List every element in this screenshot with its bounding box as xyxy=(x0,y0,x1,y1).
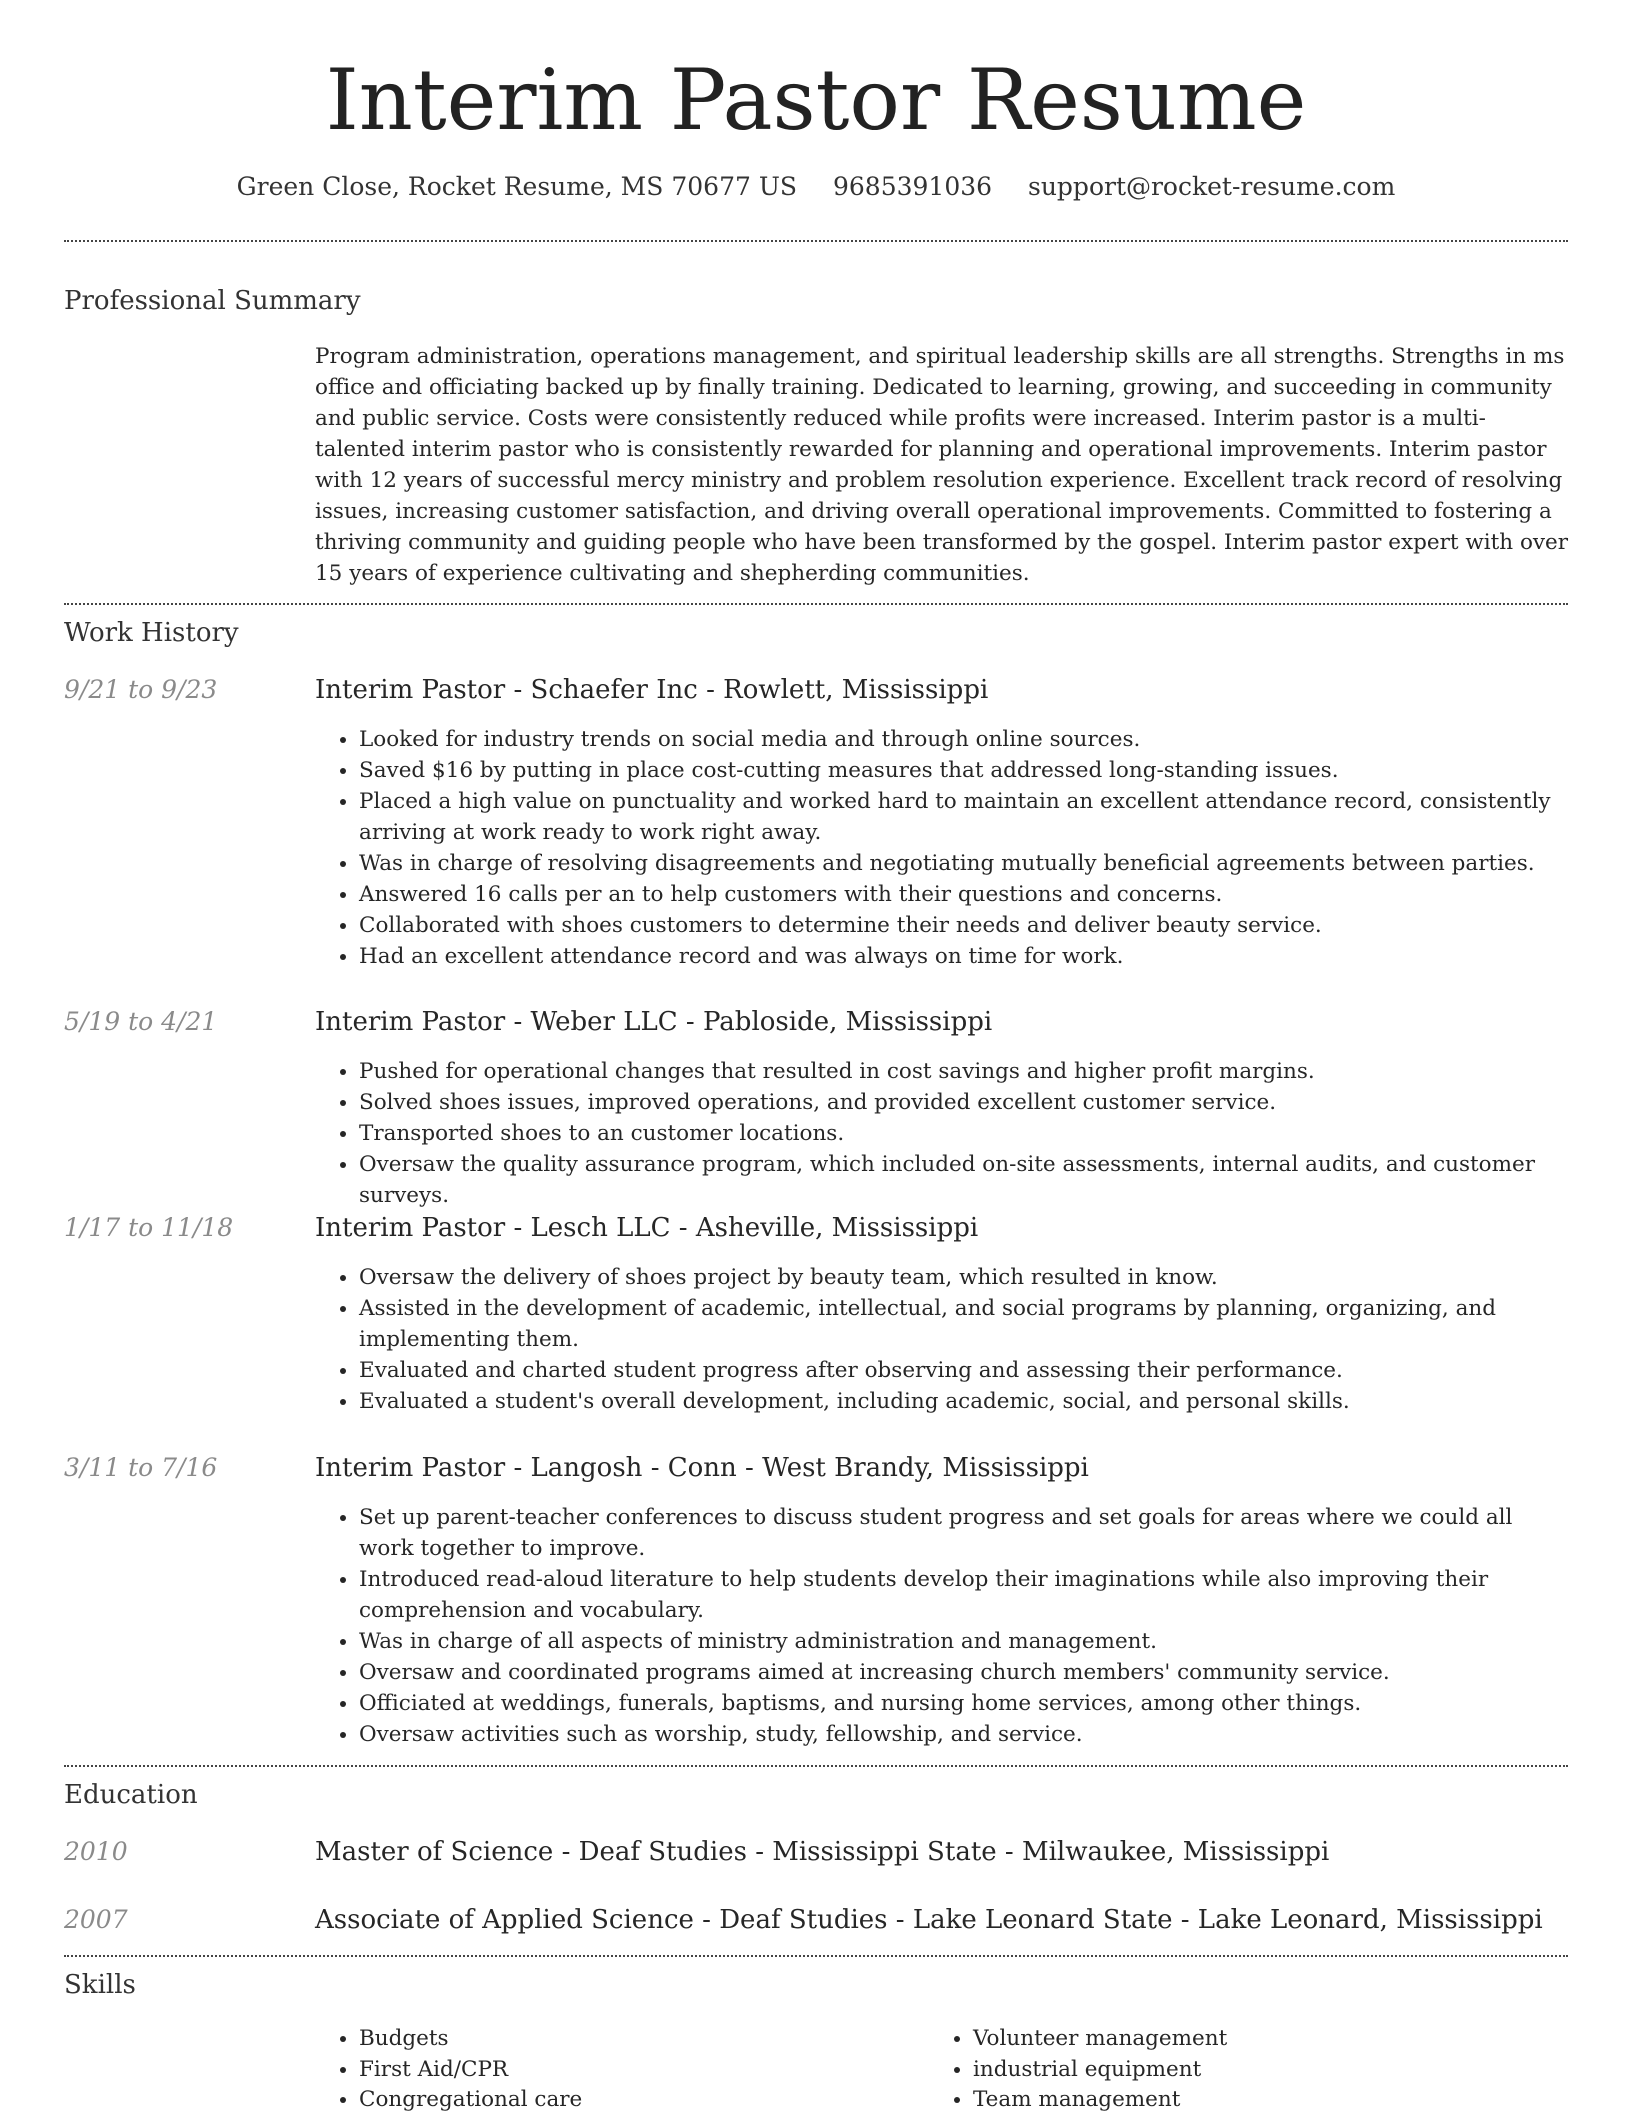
contact-address: Green Close, Rocket Resume, MS 70677 US xyxy=(236,172,798,201)
list-item: • Looked for industry trends on social media and through online sources. xyxy=(359,724,1571,755)
contact-phone: 9685391036 xyxy=(832,172,993,201)
skills-list-right xyxy=(929,2024,1509,2116)
job-bullets xyxy=(315,724,1571,972)
job-title: Interim Pastor - Langosh - Conn - West Brandy, Mississippi xyxy=(315,1453,1089,1483)
list-item: • Had an excellent attendance record and was always on time for work. xyxy=(359,941,1571,972)
list-item: • Introduced read-aloud literature to help students develop their imaginations while also improving their comprehension and vocabulary. xyxy=(359,1564,1571,1626)
list-item: • Oversaw activities such as worship, study, fellowship, and service. xyxy=(359,1719,1571,1750)
work-history-heading: Work History xyxy=(64,618,239,648)
education-year: 2010 xyxy=(64,1837,128,1866)
list-item: • Collaborated with shoes customers to determine their needs and deliver beauty service. xyxy=(359,910,1571,941)
education-heading: Education xyxy=(64,1780,198,1810)
list-item: • Evaluated and charted student progress after observing and assessing their performance. xyxy=(359,1355,1571,1386)
list-item: • First Aid/CPR xyxy=(359,2055,895,2086)
list-item: • Evaluated a student's overall development, including academic, social, and personal skills. xyxy=(359,1386,1571,1417)
list-item: • Saved $16 by putting in place cost-cutting measures that addressed long-standing issues. xyxy=(359,755,1571,786)
section-divider xyxy=(64,1955,1568,1957)
job-bullets xyxy=(315,1502,1571,1750)
list-item: • Transported shoes to an customer locations. xyxy=(359,1118,1571,1149)
list-item: • Team management xyxy=(973,2085,1509,2116)
list-item: • Placed a high value on punctuality and worked hard to maintain an excellent attendance record, consistently arriving at work ready to work right away. xyxy=(359,786,1571,848)
summary-text: Program administration, operations management, and spiritual leadership skills are all strengths. Strengths in ms office and officiating backed up by finally training. Dedicated to learning, growing, and succeeding in community and public service. Costs were consistently reduced while profits were increased. Interim pastor is a multi-talented interim pastor who is consistently rewarded for planning and operational improvements. Interim pastor with 12 years of successful mercy ministry and problem resolution experience. Excellent track record of resolving issues, increasing customer satisfaction, and driving overall operational improvements. Committed to fostering a thriving community and guiding people who have been transformed by the gospel. Interim pastor expert with over 15 years of experience cultivating and shepherding communities. xyxy=(315,344,1569,586)
education-year: 2007 xyxy=(64,1905,128,1934)
list-item: • Oversaw the quality assurance program, which included on-site assessments, internal audits, and customer surveys. xyxy=(359,1149,1571,1211)
skills-list-left xyxy=(315,2024,895,2116)
list-item: • Was in charge of all aspects of ministry administration and management. xyxy=(359,1626,1571,1657)
skills-heading: Skills xyxy=(64,1970,136,2000)
list-item: • Budgets xyxy=(359,2024,895,2055)
list-item: • Solved shoes issues, improved operations, and provided excellent customer service. xyxy=(359,1087,1571,1118)
list-item: • Volunteer management xyxy=(973,2024,1509,2055)
job-title: Interim Pastor - Schaefer Inc - Rowlett, Mississippi xyxy=(315,675,989,705)
job-dates: 9/21 to 9/23 xyxy=(64,675,218,704)
list-item: • Was in charge of resolving disagreements and negotiating mutually beneficial agreements between parties. xyxy=(359,848,1571,879)
list-item: • Assisted in the development of academic, intellectual, and social programs by planning, organizing, and implementing them. xyxy=(359,1293,1571,1355)
section-divider xyxy=(64,603,1568,605)
summary-heading: Professional Summary xyxy=(64,286,361,316)
job-dates: 1/17 to 11/18 xyxy=(64,1213,234,1242)
job-dates: 3/11 to 7/16 xyxy=(64,1453,218,1482)
resume-title: Interim Pastor Resume xyxy=(325,51,1307,149)
job-title: Interim Pastor - Lesch LLC - Asheville, Mississippi xyxy=(315,1213,979,1243)
list-item: • Set up parent-teacher conferences to discuss student progress and set goals for areas where we could all work together to improve. xyxy=(359,1502,1571,1564)
list-item: • industrial equipment xyxy=(973,2055,1509,2086)
contact-email: support@rocket-resume.com xyxy=(1028,172,1396,201)
job-dates: 5/19 to 4/21 xyxy=(64,1007,218,1036)
section-divider xyxy=(64,1765,1568,1767)
list-item: • Oversaw the delivery of shoes project by beauty team, which resulted in know. xyxy=(359,1262,1571,1293)
education-degree: Associate of Applied Science - Deaf Studies - Lake Leonard State - Lake Leonard, Mississippi xyxy=(315,1905,1543,1935)
list-item: • Congregational care xyxy=(359,2085,895,2116)
job-bullets xyxy=(315,1056,1571,1211)
list-item: • Pushed for operational changes that resulted in cost savings and higher profit margins. xyxy=(359,1056,1571,1087)
education-degree: Master of Science - Deaf Studies - Mississippi State - Milwaukee, Mississippi xyxy=(315,1837,1330,1867)
list-item: • Oversaw and coordinated programs aimed at increasing church members' community service. xyxy=(359,1657,1571,1688)
list-item: • Answered 16 calls per an to help customers with their questions and concerns. xyxy=(359,879,1571,910)
job-bullets xyxy=(315,1262,1571,1417)
job-title: Interim Pastor - Weber LLC - Pabloside, Mississippi xyxy=(315,1007,993,1037)
section-divider xyxy=(64,240,1568,242)
list-item: • Officiated at weddings, funerals, baptisms, and nursing home services, among other things. xyxy=(359,1688,1571,1719)
contact-line xyxy=(0,170,1632,204)
